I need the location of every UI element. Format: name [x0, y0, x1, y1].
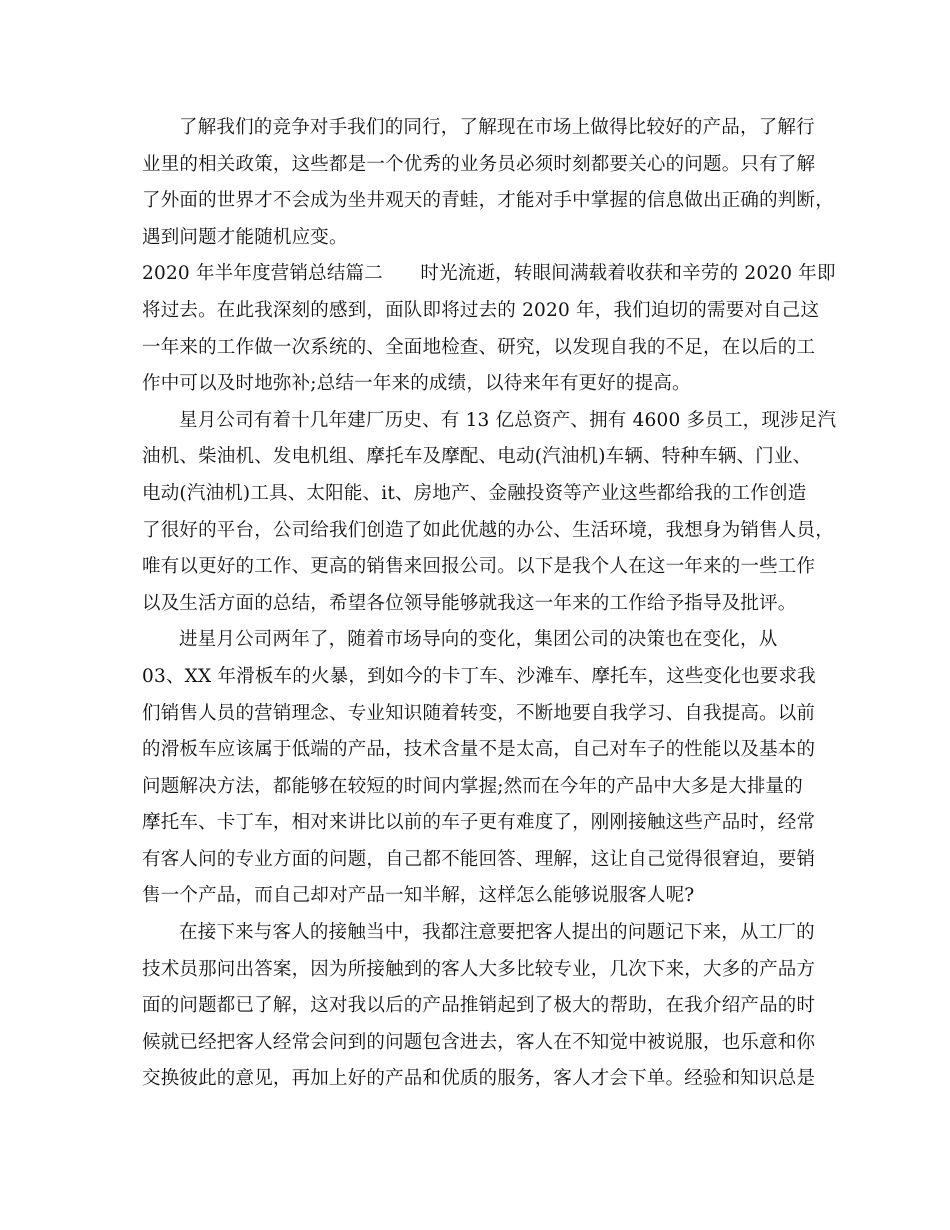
paragraph-1: [142, 110, 832, 256]
paragraph-3: [142, 403, 837, 623]
text-line: 作中可以及时地弥补;总结一年来的成绩，以待来年有更好的提高。: [142, 373, 691, 395]
text-line: 业里的相关政策，这些都是一个优秀的业务员必须时刻都要关心的问题。只有了解: [142, 153, 816, 175]
document-body: [142, 110, 837, 1098]
text-line: 面的问题都已了解，这对我以后的产品推销起到了极大的帮助，在我介绍产品的时: [142, 995, 816, 1017]
text-line: 电动(汽油机)工具、太阳能、it、房地产、金融投资等产业这些都给我的工作创造: [142, 482, 807, 504]
paragraph-2-heading: [142, 256, 836, 402]
text-line: 摩托车、卡丁车，相对来讲比以前的车子更有难度了，刚刚接触这些产品时，经常: [142, 812, 816, 834]
text-line: 03、XX 年滑板车的火暴，到如今的卡丁车、沙滩车、摩托车，这些变化也要求我: [142, 665, 816, 687]
paragraph-5: [142, 915, 832, 1098]
text-line: 有客人问的专业方面的问题，自己都不能回答、理解，这让自己觉得很窘迫，要销: [142, 848, 816, 870]
text-line: 们销售人员的营销理念、专业知识随着转变，不断地要自我学习、自我提高。以前: [142, 702, 816, 724]
text-line: 了很好的平台，公司给我们创造了如此优越的办公、生活环境，我想身为销售人员，: [142, 519, 834, 541]
text-line: 候就已经把客人经常会问到的问题包含进去，客人在不知觉中被说服，也乐意和你: [142, 1031, 816, 1053]
text-line: 技术员那问出答案，因为所接触到的客人大多比较专业，几次下来，大多的产品方: [142, 958, 816, 980]
text-line: 遇到问题才能随机应变。: [142, 226, 348, 248]
text-line: 油机、柴油机、发电机组、摩托车及摩配、电动(汽油机)车辆、特种车辆、门业、: [142, 446, 812, 468]
text-line: 进星月公司两年了，随着市场导向的变化，集团公司的决策也在变化，从: [179, 629, 778, 651]
text-line: 星月公司有着十几年建厂历史、有 13 亿总资产、拥有 4600 多员工，现涉足汽: [179, 409, 837, 431]
paragraph-4: [142, 622, 832, 915]
text-line: 一年来的工作做一次系统的、全面地检查、研究，以发现自我的不足，在以后的工: [142, 336, 816, 358]
text-line: 唯有以更好的工作、更高的销售来回报公司。以下是我个人在这一年来的一些工作: [142, 556, 816, 578]
text-line: 了外面的世界才不会成为坐井观天的青蛙，才能对手中掌握的信息做出正确的判断，: [142, 190, 834, 212]
text-line: 交换彼此的意见，再加上好的产品和优质的服务，客人才会下单。经验和知识总是: [142, 1068, 816, 1090]
text-line: 问题解决方法，都能够在较短的时间内掌握;然而在今年的产品中大多是大排量的: [142, 775, 803, 797]
text-line: 的滑板车应该属于低端的产品，技术含量不是太高，自己对车子的性能以及基本的: [142, 739, 816, 761]
section-heading-line: 2020 年半年度营销总结篇二 时光流逝，转眼间满载着收获和辛劳的 2020 年即: [142, 263, 836, 285]
text-line: 以及生活方面的总结，希望各位领导能够就我这一年来的工作给予指导及批评。: [142, 592, 797, 614]
text-line: 在接下来与客人的接触当中，我都注意要把客人提出的问题记下来，从工厂的: [179, 922, 815, 944]
text-line: 将过去。在此我深刻的感到，面队即将过去的 2020 年，我们迫切的需要对自己这: [142, 299, 820, 321]
text-line: 售一个产品，而自己却对产品一知半解，这样怎么能够说服客人呢?: [142, 885, 695, 907]
text-line: 了解我们的竞争对手我们的同行，了解现在市场上做得比较好的产品，了解行: [179, 117, 815, 138]
